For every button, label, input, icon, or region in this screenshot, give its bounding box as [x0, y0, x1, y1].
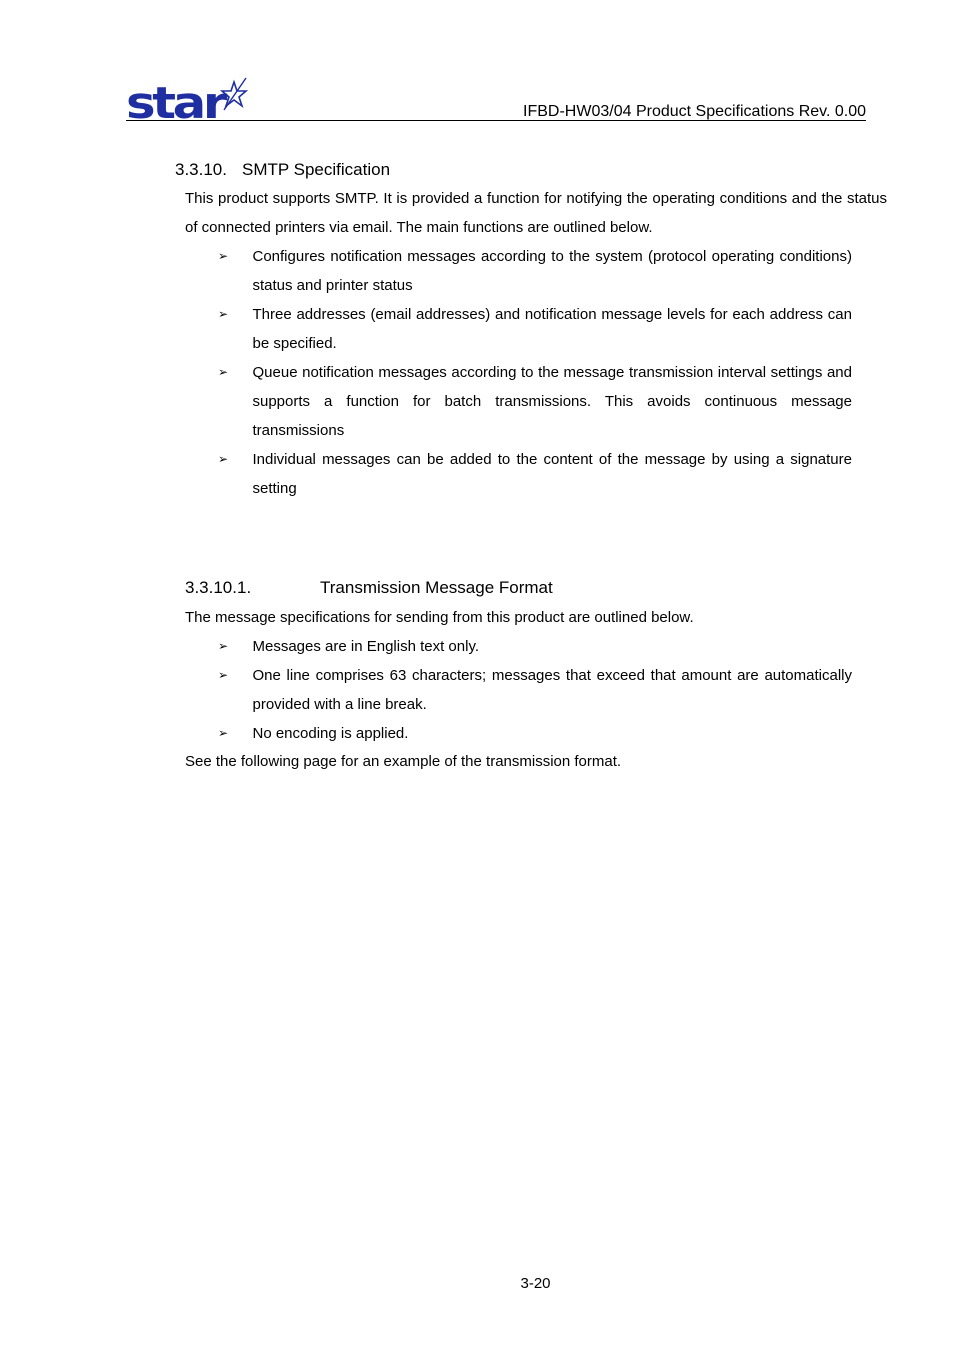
list-item	[218, 445, 852, 503]
list-item	[218, 242, 852, 300]
list-item-text: Messages are in English text only.	[252, 638, 480, 655]
svg-text:star: star	[126, 78, 228, 122]
arrow-bullet-icon: ➢	[218, 365, 229, 379]
section-heading	[175, 160, 390, 180]
list-item	[218, 632, 852, 661]
arrow-bullet-icon: ➢	[218, 639, 229, 653]
arrow-bullet-icon: ➢	[218, 249, 229, 263]
subsection-heading	[185, 578, 553, 598]
star-logo	[124, 74, 248, 122]
section-number: 3.3.10.	[175, 160, 227, 179]
section-title: SMTP Specification	[242, 160, 391, 179]
list-item-text: Queue notification messages according to the message transmission interval settings and supports a function for batch transmissions. This avoids continuous message transmissions	[252, 364, 852, 439]
list-item-text: No encoding is applied.	[252, 725, 409, 742]
arrow-bullet-icon: ➢	[218, 668, 229, 682]
feature-list	[218, 242, 852, 503]
subsection-title: Transmission Message Format	[320, 578, 553, 597]
list-item-text: Configures notification messages according to the system (protocol operating conditions) status and printer status	[252, 248, 852, 294]
list-item-text: Individual messages can be added to the content of the message by using a signature setting	[252, 451, 852, 497]
document-title: IFBD-HW03/04 Product Specifications Rev. 0.00	[523, 103, 866, 120]
page-number: 3-20	[520, 1275, 551, 1292]
subsection-outro: See the following page for an example of the transmission format.	[185, 753, 622, 770]
arrow-bullet-icon: ➢	[218, 726, 229, 740]
subsection-number: 3.3.10.1.	[185, 578, 252, 597]
arrow-bullet-icon: ➢	[218, 307, 229, 321]
list-item	[218, 300, 852, 358]
list-item	[218, 661, 852, 719]
subsection-intro: The message specifications for sending from this product are outlined below.	[185, 609, 694, 626]
list-item-text: One line comprises 63 characters; messages that exceed that amount are automatically provided with a line break.	[252, 667, 852, 713]
arrow-bullet-icon: ➢	[218, 452, 229, 466]
list-item	[218, 719, 852, 748]
list-item-text: Three addresses (email addresses) and notification message levels for each address can be specified.	[252, 306, 852, 352]
header-divider	[126, 120, 866, 121]
list-item	[218, 358, 852, 445]
section-intro: This product supports SMTP. It is provided a function for notifying the operating conditions and the status of connected printers via email. The main functions are outlined below.	[185, 190, 887, 236]
format-list	[218, 632, 852, 748]
